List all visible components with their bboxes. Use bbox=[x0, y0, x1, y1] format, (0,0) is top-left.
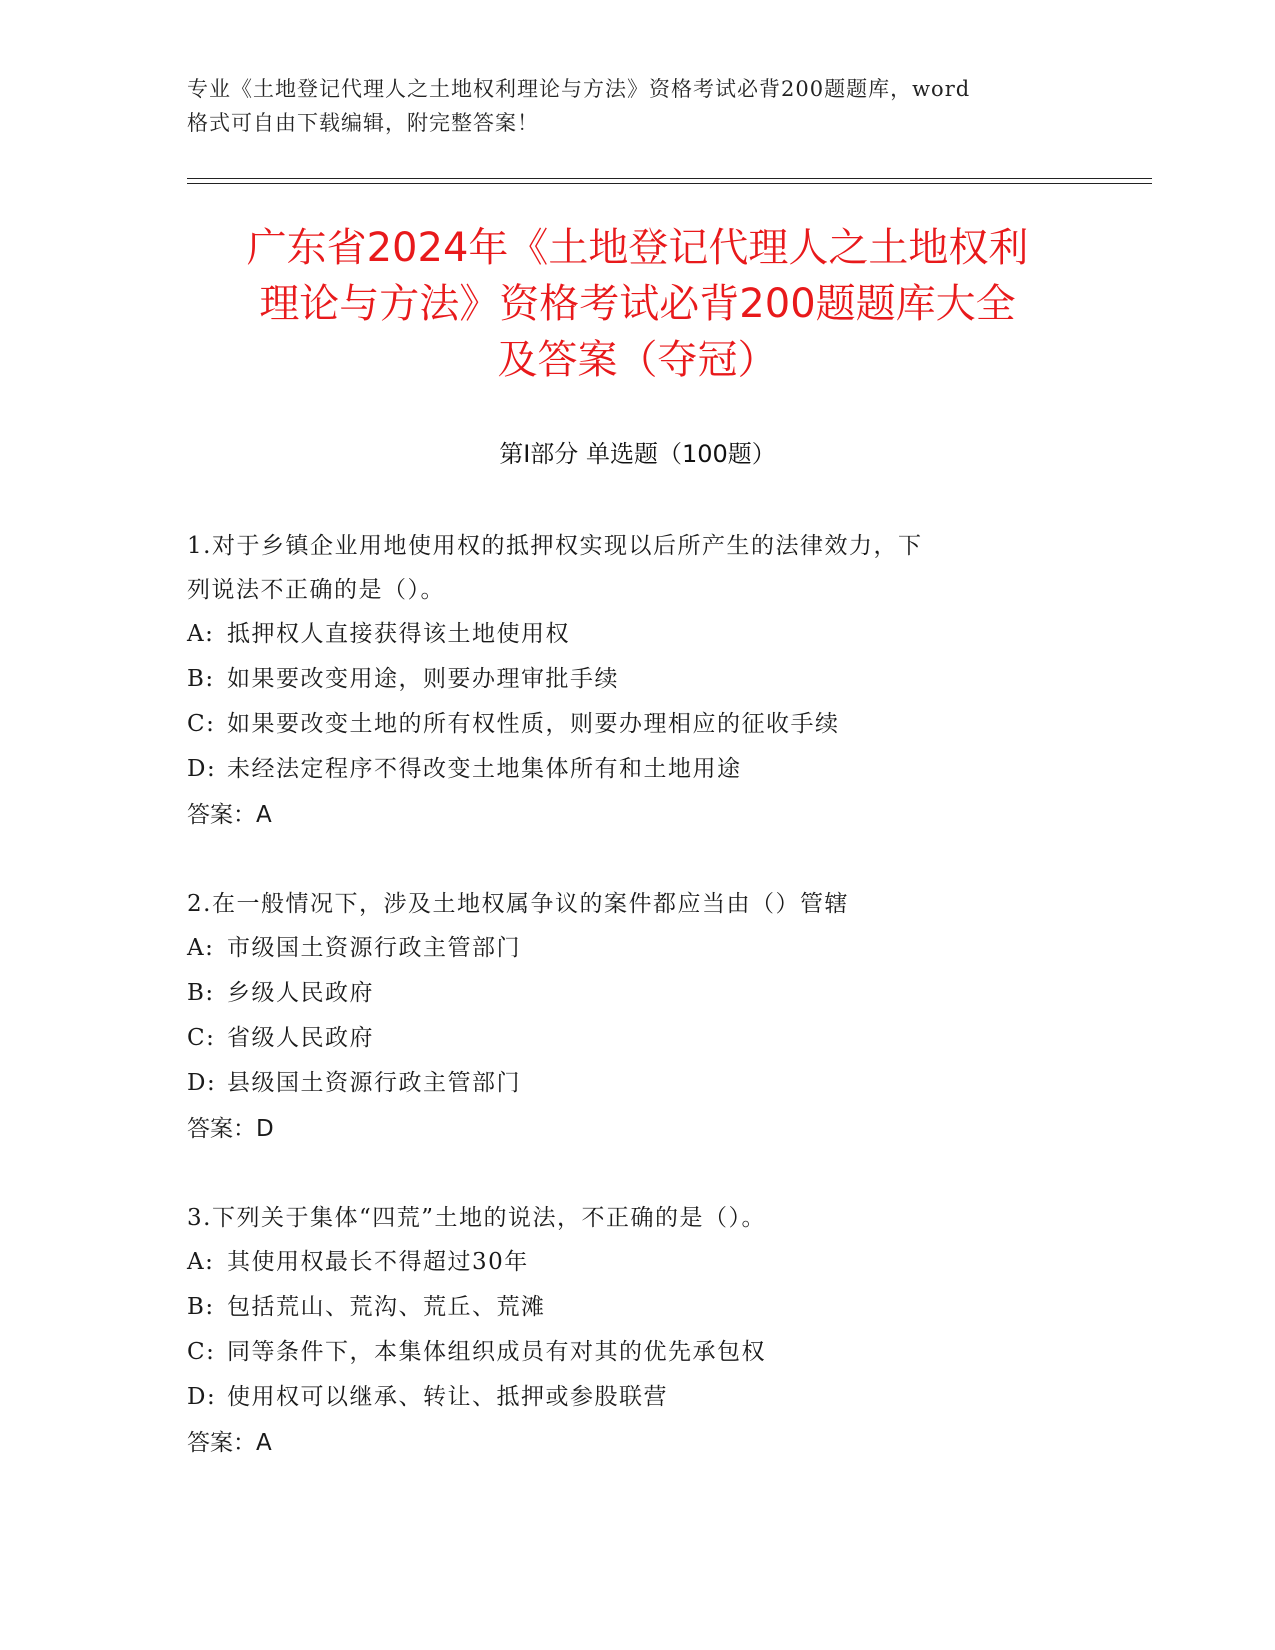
option-key: C: bbox=[187, 1025, 216, 1051]
option-key: B: bbox=[187, 1294, 215, 1320]
option-text: 包括荒山、荒沟、荒丘、荒滩 bbox=[227, 1294, 546, 1320]
header-divider-thick bbox=[187, 178, 1152, 179]
option-key: D: bbox=[187, 756, 217, 782]
question-stem-line-1: 2.在一般情况下，涉及土地权属争议的案件都应当由（）管辖 bbox=[187, 891, 849, 917]
option-text: 如果要改变土地的所有权性质，则要办理相应的征收手续 bbox=[227, 711, 840, 737]
option-b bbox=[187, 657, 1067, 702]
option-key: B: bbox=[187, 666, 215, 692]
option-a bbox=[187, 612, 1067, 657]
option-key: B: bbox=[187, 980, 215, 1006]
option-text: 省级人民政府 bbox=[227, 1025, 374, 1051]
option-b bbox=[187, 971, 1067, 1016]
section-title: 第Ⅰ部分 单选题（100题） bbox=[499, 440, 776, 468]
option-b bbox=[187, 1285, 1067, 1330]
question-stem-line-1: 1.对于乡镇企业用地使用权的抵押权实现以后所产生的法律效力，下 bbox=[187, 533, 923, 559]
header-note-line-2: 格式可自由下载编辑，附完整答案！ bbox=[187, 111, 539, 135]
option-key: D: bbox=[187, 1384, 217, 1410]
option-key: A: bbox=[187, 1249, 215, 1275]
header-note-line-1: 专业《土地登记代理人之土地权利理论与方法》资格考试必背200题题库，word bbox=[187, 77, 971, 101]
option-c bbox=[187, 1016, 1067, 1061]
option-key: C: bbox=[187, 711, 216, 737]
option-text: 使用权可以继承、转让、抵押或参股联营 bbox=[227, 1384, 668, 1410]
question-3 bbox=[187, 1196, 1067, 1466]
option-text: 市级国土资源行政主管部门 bbox=[227, 935, 521, 961]
document-title bbox=[150, 220, 1125, 388]
question-list bbox=[187, 524, 1067, 1510]
question-2 bbox=[187, 882, 1067, 1152]
option-text: 其使用权最长不得超过30年 bbox=[227, 1249, 529, 1275]
option-d bbox=[187, 747, 1067, 792]
question-stem bbox=[187, 524, 1067, 612]
option-d bbox=[187, 1061, 1067, 1106]
question-1 bbox=[187, 524, 1067, 838]
option-a bbox=[187, 926, 1067, 971]
option-text: 未经法定程序不得改变土地集体所有和土地用途 bbox=[227, 756, 742, 782]
document-title-line-1: 广东省2024年《土地登记代理人之土地权利 bbox=[246, 225, 1029, 271]
answer: 答案：A bbox=[187, 802, 272, 828]
option-text: 县级国土资源行政主管部门 bbox=[227, 1070, 521, 1096]
option-key: D: bbox=[187, 1070, 217, 1096]
option-key: A: bbox=[187, 935, 215, 961]
option-d bbox=[187, 1375, 1067, 1420]
option-text: 抵押权人直接获得该土地使用权 bbox=[227, 621, 570, 647]
question-stem-line-1: 3.下列关于集体“四荒”土地的说法，不正确的是（）。 bbox=[187, 1205, 766, 1231]
option-a bbox=[187, 1240, 1067, 1285]
header-divider-thin bbox=[187, 183, 1152, 184]
option-text: 乡级人民政府 bbox=[227, 980, 374, 1006]
answer: 答案：D bbox=[187, 1116, 274, 1142]
option-c bbox=[187, 1330, 1067, 1375]
header-note bbox=[187, 72, 1087, 140]
answer: 答案：A bbox=[187, 1430, 272, 1456]
option-key: C: bbox=[187, 1339, 216, 1365]
option-c bbox=[187, 702, 1067, 747]
question-stem-line-2: 列说法不正确的是（）。 bbox=[187, 577, 445, 603]
option-text: 同等条件下，本集体组织成员有对其的优先承包权 bbox=[227, 1339, 766, 1365]
document-title-line-3: 及答案（夺冠） bbox=[497, 337, 778, 383]
option-key: A: bbox=[187, 621, 215, 647]
question-stem bbox=[187, 1196, 1067, 1240]
question-stem bbox=[187, 882, 1067, 926]
option-text: 如果要改变用途，则要办理审批手续 bbox=[227, 666, 619, 692]
document-title-line-2: 理论与方法》资格考试必背200题题库大全 bbox=[259, 281, 1016, 327]
